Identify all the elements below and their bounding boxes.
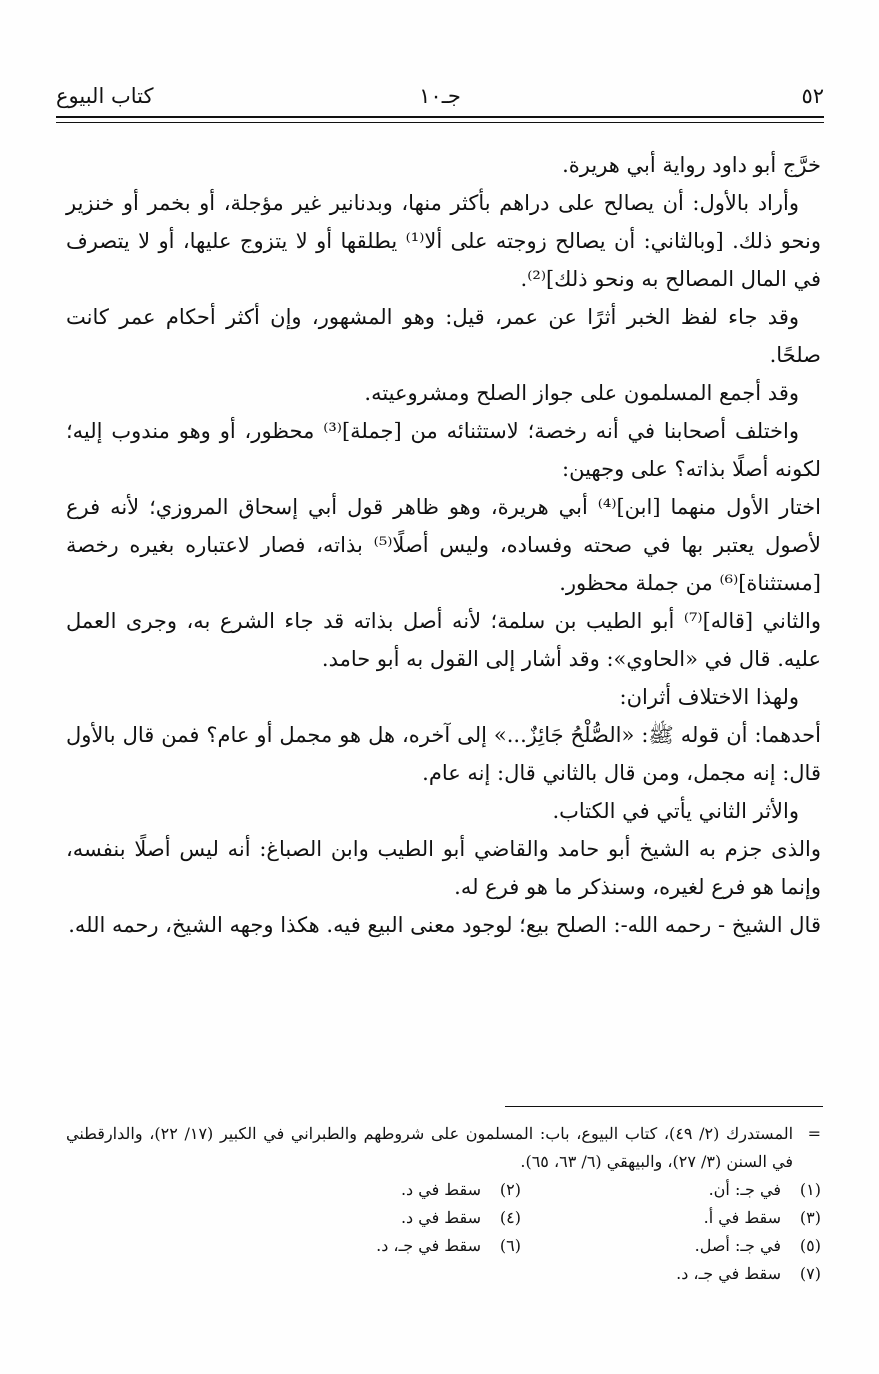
header-rule [56, 116, 824, 118]
footnote-number: (١) [799, 1180, 821, 1199]
footnote-number: (٣) [799, 1208, 821, 1227]
paragraph: خرَّج أبو داود رواية أبي هريرة. [562, 153, 821, 177]
footnote-text: سقط في أ. [703, 1208, 781, 1227]
paragraph: وأراد بالأول: أن يصالح على دراهم بأكثر منها، وبدنانير غير مؤجلة، أو بخمر أو خنزير ونحو ذلك. [وبالثاني: أن يصالح زوجته على ألا⁽¹⁾ يطلقها أو لا يتزوج عليها، أو لا يتصرف في المال المصالح به ونحو ذلك]⁽²⁾. [66, 191, 822, 291]
footnote-row [66, 1204, 821, 1232]
footnote [521, 1176, 821, 1204]
footnote-row [66, 1260, 821, 1288]
paragraph: وقد أجمع المسلمون على جواز الصلح ومشروعيته. [364, 381, 799, 405]
paragraph: والأثر الثاني يأتي في الكتاب. [552, 799, 799, 823]
footnote-text: سقط في د. [400, 1208, 481, 1227]
footnotes [66, 1120, 821, 1288]
paragraph: أحدهما: أن قوله ﷺ: «الصُّلْحُ جَائِزٌ...» إلى آخره، هل هو مجمل أو عام؟ فمن قال بالأول قال: إنه مجمل، ومن قال بالثاني قال: إنه عام. [66, 723, 821, 785]
continuation-mark: = [807, 1124, 821, 1143]
footnote-text: سقط في جـ، د. [676, 1264, 781, 1283]
paragraph: والثاني [قاله]⁽⁷⁾ أبو الطيب بن سلمة؛ لأنه أصل بذاته قد جاء الشرع به، وجرى العمل عليه. قال في «الحاوي»: وقد أشار إلى القول به أبو حامد. [66, 609, 821, 671]
footnote [221, 1232, 521, 1260]
footnote-number: (٧) [799, 1264, 821, 1283]
paragraph: وقد جاء لفظ الخبر أثرًا عن عمر، قيل: وهو المشهور، وإن أكثر أحكام عمر كانت صلحًا. [66, 305, 821, 367]
footnote-number: (٦) [499, 1236, 521, 1255]
footnote-number: (٢) [499, 1180, 521, 1199]
footnote [221, 1176, 521, 1204]
footnote-number: (٤) [499, 1208, 521, 1227]
paragraph: ولهذا الاختلاف أثران: [619, 685, 799, 709]
footnote-text: سقط في د. [400, 1180, 481, 1199]
footnote [521, 1232, 821, 1260]
paragraph: قال الشيخ - رحمه الله-: الصلح بيع؛ لوجود معنى البيع فيه. هكذا وجهه الشيخ، رحمه الله. [68, 913, 821, 937]
book-title: كتاب البيوع [56, 84, 154, 108]
running-header [56, 80, 824, 116]
paragraph: اختار الأول منهما [ابن]⁽⁴⁾ أبي هريرة، وهو ظاهر قول أبي إسحاق المروزي؛ لأنه فرع لأصول يعتبر بها في صحته وفساده، وليس أصلًا⁽⁵⁾ بذاته، فصار لاعتباره بغيره رخصة [مستثناة]⁽⁶⁾ من جملة محظور. [66, 495, 821, 595]
footnote-continuation [66, 1120, 821, 1176]
footnote-text: في جـ: أصل. [694, 1236, 781, 1255]
footnote [521, 1204, 821, 1232]
main-text [66, 146, 821, 944]
footnote-row [66, 1176, 821, 1204]
volume-label: جـ١٠ [419, 84, 461, 108]
continuation-text: المستدرك (٢/ ٤٩)، كتاب البيوع، باب: المسلمون على شروطهم والطبراني في الكبير (١٧/ ٢٢)، والدارقطني في السنن (٣/ ٢٧)، والبيهقي (٦/ ٦٣، ٦٥). [66, 1124, 794, 1171]
footnote-number: (٥) [799, 1236, 821, 1255]
header-rule-thin [56, 122, 824, 123]
footnote [521, 1260, 821, 1288]
footnote-separator [505, 1106, 823, 1107]
paragraph: واختلف أصحابنا في أنه رخصة؛ لاستثنائه من [جملة]⁽³⁾ محظور، أو وهو مندوب إليه؛ لكونه أصلًا بذاته؟ على وجهين: [66, 419, 821, 481]
footnote-text: سقط في جـ، د. [376, 1236, 481, 1255]
paragraph: والذى جزم به الشيخ أبو حامد والقاضي أبو الطيب وابن الصباغ: أنه ليس أصلًا بنفسه، وإنما هو فرع لغيره، وسنذكر ما هو فرع له. [66, 837, 822, 899]
page-number: ٥٢ [801, 84, 824, 108]
footnote-text: في جـ: أن. [708, 1180, 781, 1199]
footnote [221, 1204, 521, 1232]
footnote-row [66, 1232, 821, 1260]
